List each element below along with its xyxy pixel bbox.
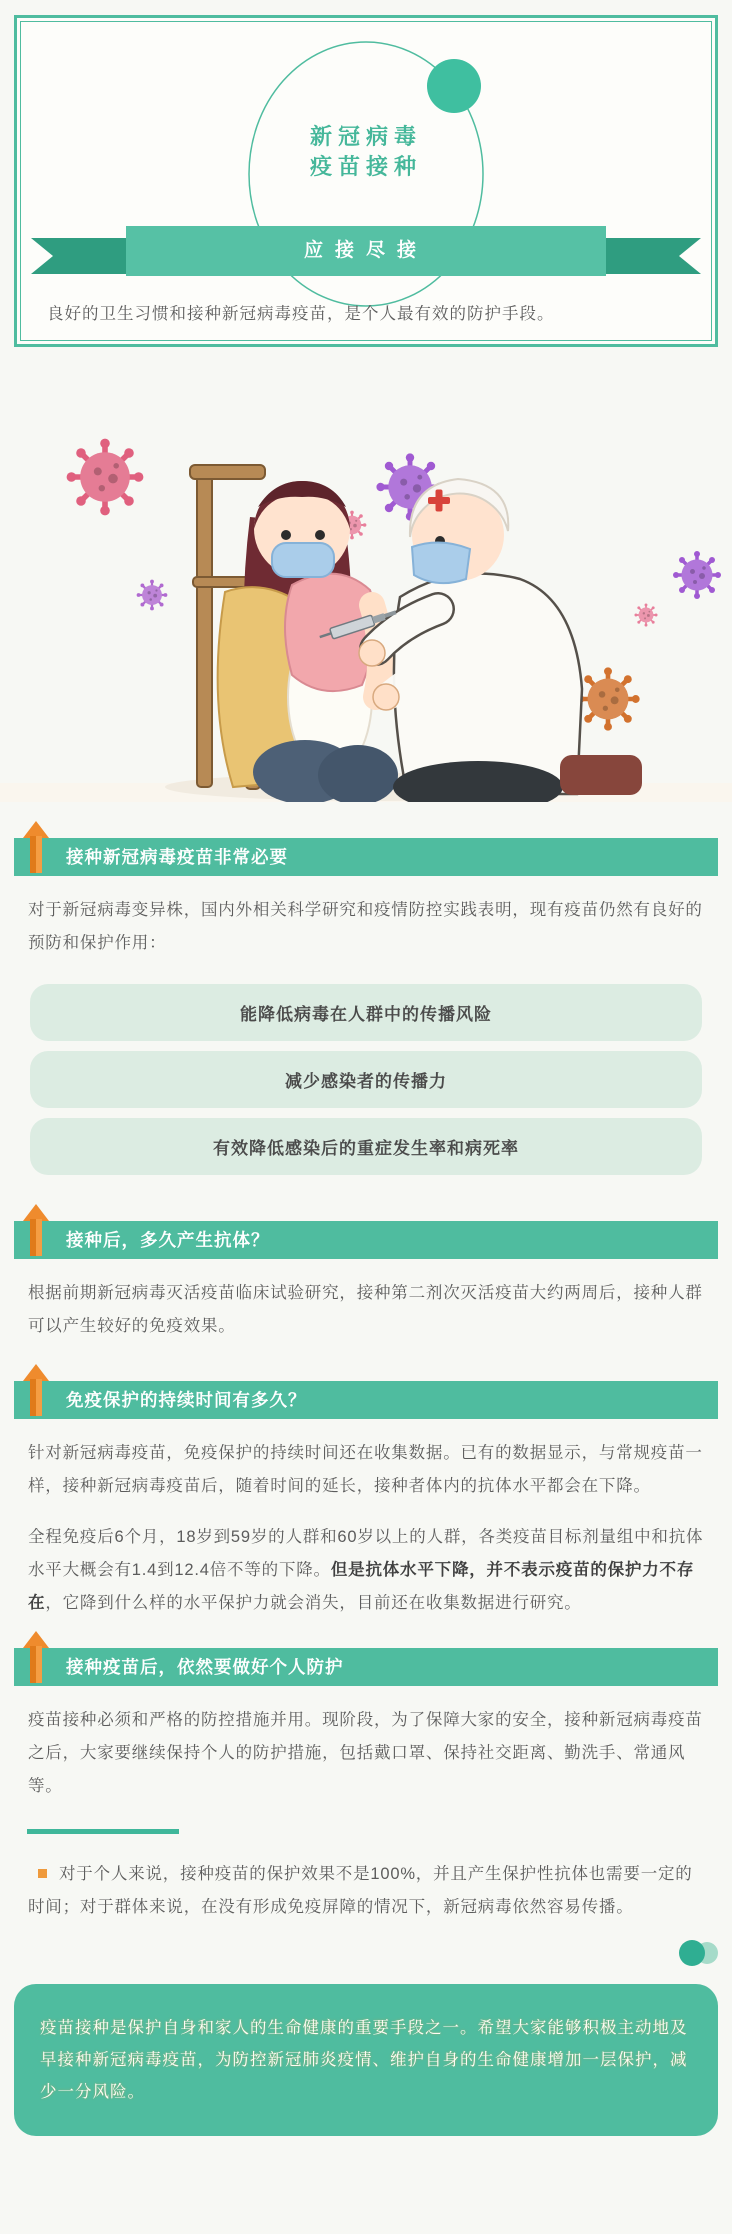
- virus-icon: [673, 551, 721, 599]
- ribbon-tail-left-icon: [31, 238, 141, 274]
- hero-card-inner: [20, 21, 712, 341]
- hero-card: [14, 15, 718, 347]
- badge-title-line1: 新冠病毒: [309, 124, 422, 149]
- paragraph: 针对新冠病毒疫苗，免疫保护的持续时间还在收集数据。已有的数据显示，与常规疫苗一样，接种新冠病毒疫苗后，随着时间的延长，接种者体内的抗体水平都会在下降。: [28, 1444, 703, 1495]
- vaccination-illustration: [0, 347, 732, 802]
- rich-pre: 全程免疫后6个月，18岁到59岁的人群和60岁以上的人群，各类疫苗目标剂量组中和抗体水平大概会有1.4到12.4倍不等的下降。: [28, 1528, 704, 1579]
- arrow-up-icon: [23, 1631, 49, 1683]
- paragraph: 根据前期新冠病毒灭活疫苗临床试验研究，接种第二剂次灭活疫苗大约两周后，接种人群可以产生较好的免疫效果。: [28, 1284, 703, 1335]
- benefit-pill: 减少感染者的传播力: [30, 1051, 702, 1108]
- ribbon-label: 应接尽接: [126, 226, 606, 276]
- section-title-necessity: [14, 838, 718, 876]
- virus-icon: [576, 667, 639, 730]
- dot-icon: [679, 1940, 705, 1966]
- section-title-personal-protection: [14, 1648, 718, 1686]
- badge-title-line2: 疫苗接种: [309, 154, 422, 179]
- note-text: 对于个人来说，接种疫苗的保护效果不是100%，并且产生保护性抗体也需要一定的时间；对于群体来说，在没有形成免疫屏障的情况下，新冠病毒依然容易传播。: [28, 1865, 693, 1916]
- arrow-up-icon: [23, 1204, 49, 1256]
- arrow-up-icon: [23, 1364, 49, 1416]
- section-title-text: 免疫保护的持续时间有多久？: [66, 1390, 307, 1410]
- virus-icon: [67, 439, 144, 516]
- section-title-text: 接种疫苗后，依然要做好个人防护: [66, 1657, 344, 1677]
- paragraph: 疫苗接种必须和严格的防控措施并用。现阶段，为了保障大家的安全，接种新冠病毒疫苗之后，大家要继续保持个人的防护措施，包括戴口罩、保持社交距离、勤洗手、常通风等。: [28, 1711, 703, 1795]
- ribbon-tail-right-icon: [591, 238, 701, 274]
- footer-box: [14, 1984, 718, 2136]
- virus-icon: [137, 580, 168, 611]
- note-paragraph: [28, 1858, 704, 1924]
- divider: [27, 1829, 179, 1834]
- dot-decoration: [0, 1940, 718, 1968]
- section-title-text: 接种新冠病毒疫苗非常必要: [66, 847, 288, 867]
- virus-icon: [634, 603, 657, 626]
- circle-accent-icon: [427, 59, 481, 113]
- ribbon-banner: [21, 226, 711, 278]
- footer-text: 疫苗接种是保护自身和家人的生命健康的重要手段之一。希望大家能够积极主动地及早接种新冠病毒疫苗，为防控新冠肺炎疫情、维护自身的生命健康增加一层保护，减少一分风险。: [40, 2019, 688, 2101]
- badge-title: [21, 122, 711, 182]
- square-bullet-icon: [38, 1869, 47, 1878]
- benefit-pill: 能降低病毒在人群中的传播风险: [30, 984, 702, 1041]
- benefit-pill-list: [30, 984, 702, 1175]
- benefit-pill: 有效降低感染后的重症发生率和病死率: [30, 1118, 702, 1175]
- arrow-up-icon: [23, 821, 49, 873]
- hero-intro-text: 良好的卫生习惯和接种新冠病毒疫苗，是个人最有效的防护手段。: [47, 305, 555, 323]
- rich-bold: 但是抗体水平下降，并不表示疫苗的保护力不存在: [28, 1561, 695, 1612]
- paragraph: 对于新冠病毒变异株，国内外相关科学研究和疫情防控实践表明，现有疫苗仍然有良好的预防和保护作用：: [28, 901, 703, 952]
- paragraph-rich: [28, 1521, 704, 1620]
- section-title-antibody-time: [14, 1221, 718, 1259]
- section-title-protection-duration: [14, 1381, 718, 1419]
- section-title-text: 接种后，多久产生抗体？: [66, 1230, 270, 1250]
- rich-post: ，它降到什么样的水平保护力就会消失，目前还在收集数据进行研究。: [45, 1594, 582, 1612]
